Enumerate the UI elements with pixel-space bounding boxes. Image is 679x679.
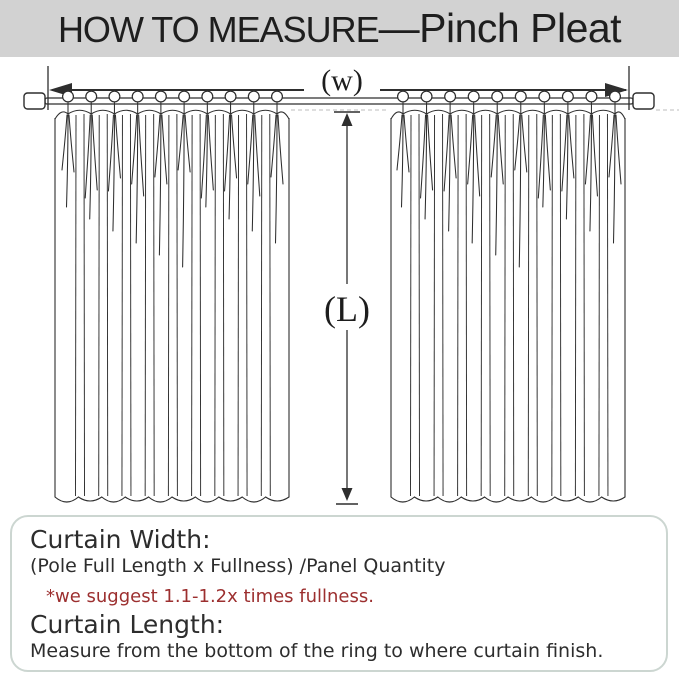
curtain-length-heading: Curtain Length: [30, 610, 225, 639]
curtain-width-formula: (Pole Full Length x Fullness) /Panel Quantity [30, 555, 446, 577]
header-title-main: HOW TO MEASURE [57, 9, 379, 50]
measuring-instructions-box [10, 515, 668, 672]
width-dimension-label: (w) [321, 64, 363, 97]
curtain-length-instruction: Measure from the bottom of the ring to where curtain finish. [30, 640, 604, 662]
header-title-accent: —Pinch Pleat [378, 5, 622, 51]
curtain-width-heading: Curtain Width: [30, 525, 211, 554]
fullness-note: *we suggest 1.1-1.2x times fullness. [46, 586, 374, 607]
length-dimension-label: (L) [324, 289, 370, 329]
diagram-artwork [24, 66, 679, 504]
